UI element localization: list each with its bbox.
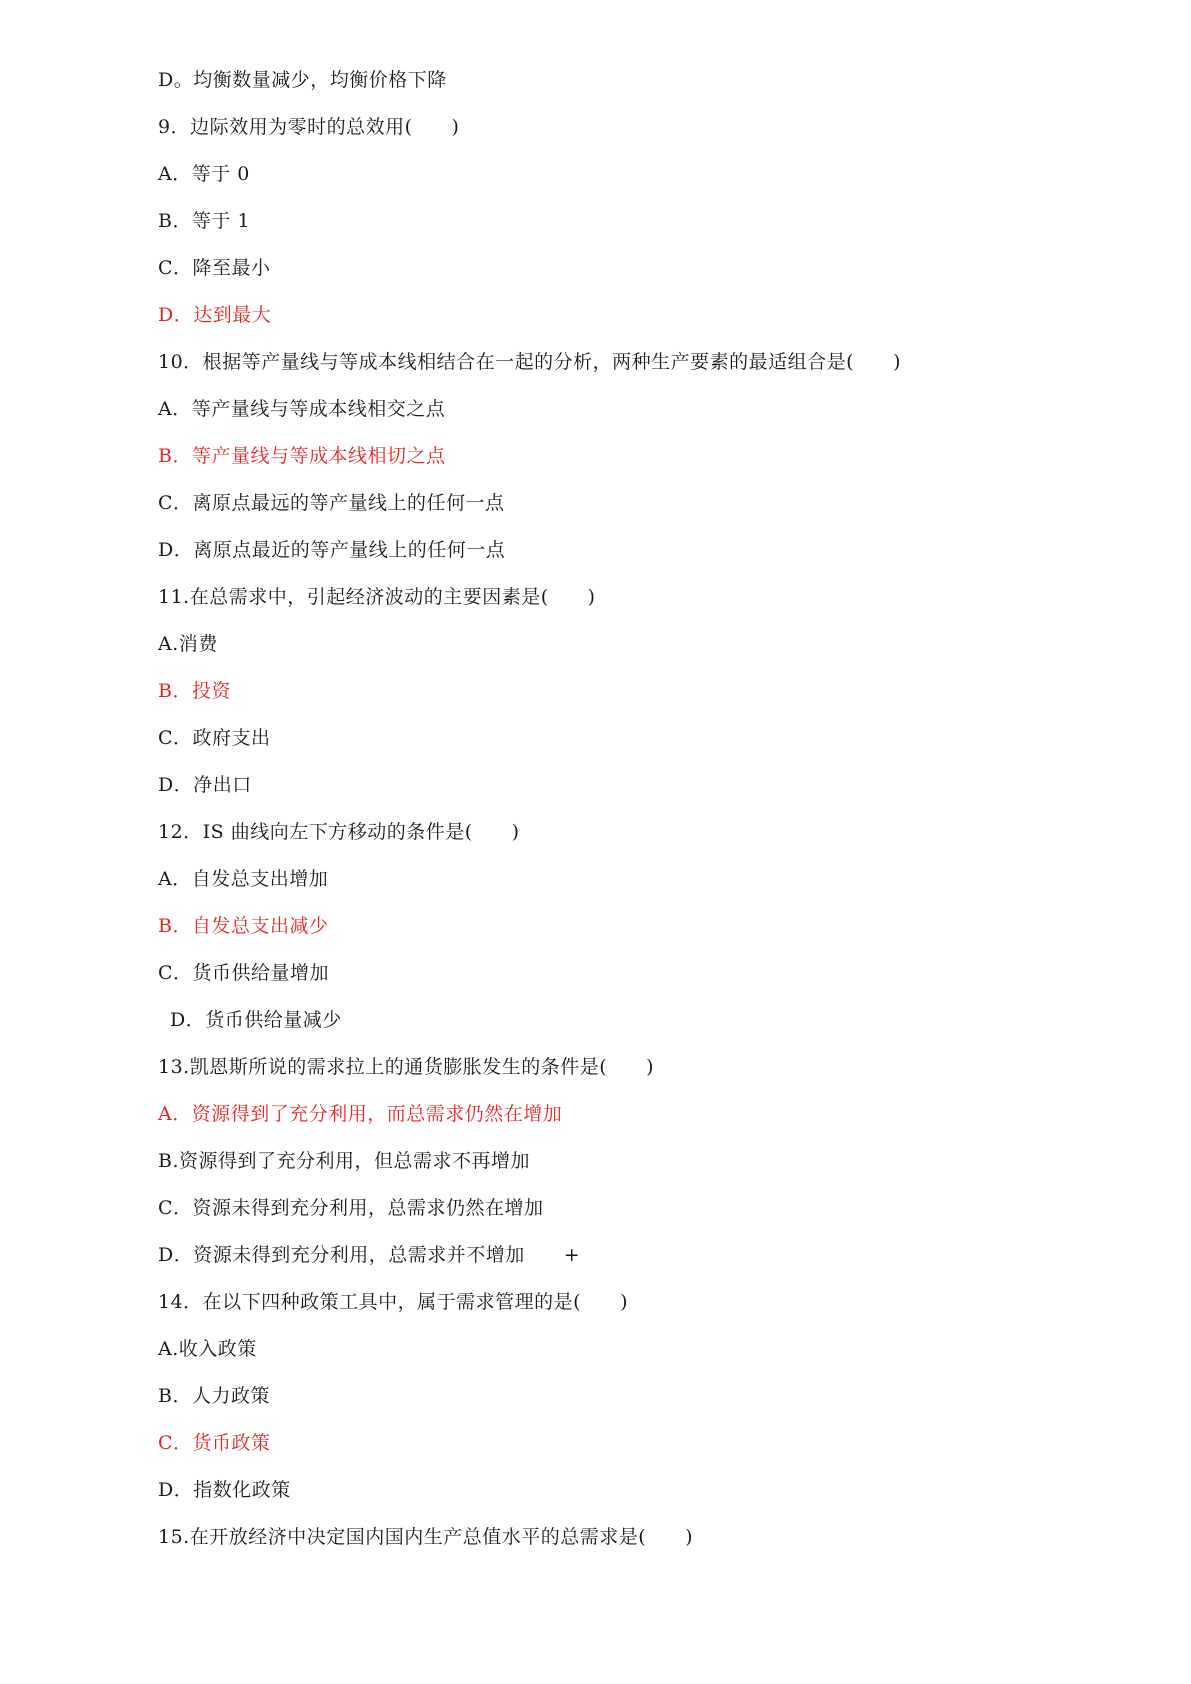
question-9-option-a: A．等于 0: [158, 163, 250, 185]
question-11-option-d: D．净出口: [158, 774, 252, 796]
question-14-option-d: D．指数化政策: [158, 1479, 291, 1501]
question-10-option-c: C．离原点最远的等产量线上的任何一点: [158, 492, 505, 514]
question-14-option-c-answer: C．货币政策: [158, 1432, 271, 1454]
question-15-stem: 15.在开放经济中决定国内国内生产总值水平的总需求是( ): [158, 1526, 694, 1548]
question-10-option-a: A．等产量线与等成本线相交之点: [158, 398, 446, 420]
question-14-stem: 14．在以下四种政策工具中，属于需求管理的是( ): [158, 1291, 629, 1313]
question-11-stem: 11.在总需求中，引起经济波动的主要因素是( ): [158, 586, 596, 608]
question-11-option-b-answer: B．投资: [158, 680, 231, 702]
question-10-option-b-answer: B．等产量线与等成本线相切之点: [158, 445, 446, 467]
question-9-stem: 9．边际效用为零时的总效用( ): [158, 116, 460, 138]
question-14-option-a: A.收入政策: [158, 1338, 257, 1360]
question-12-option-b-answer: B．自发总支出减少: [158, 915, 329, 937]
question-9-option-d-answer: D．达到最大: [158, 304, 272, 326]
question-12-option-d: D．货币供给量减少: [170, 1009, 342, 1031]
question-12-option-c: C．货币供给量增加: [158, 962, 330, 984]
question-13-stem: 13.凯恩斯所说的需求拉上的通货膨胀发生的条件是( ): [158, 1056, 655, 1078]
question-11-option-a: A.消费: [158, 633, 218, 655]
question-13-option-c: C．资源未得到充分利用，总需求仍然在增加: [158, 1197, 544, 1219]
question-12-option-a: A．自发总支出增加: [158, 868, 329, 890]
question-14-option-b: B．人力政策: [158, 1385, 270, 1407]
question-8-option-d: D。均衡数量减少，均衡价格下降: [158, 69, 447, 91]
question-12-stem: 12．IS 曲线向左下方移动的条件是( ): [158, 821, 520, 843]
question-13-option-d: D．资源未得到充分利用，总需求并不增加 +: [158, 1244, 581, 1266]
question-11-option-c: C．政府支出: [158, 727, 271, 749]
question-13-option-b: B.资源得到了充分利用，但总需求不再增加: [158, 1150, 531, 1172]
question-9-option-c: C．降至最小: [158, 257, 271, 279]
question-10-option-d: D．离原点最近的等产量线上的任何一点: [158, 539, 506, 561]
question-9-option-b: B．等于 1: [158, 210, 251, 232]
question-13-option-a-answer: A．资源得到了充分利用，而总需求仍然在增加: [158, 1103, 563, 1125]
question-10-stem: 10．根据等产量线与等成本线相结合在一起的分析，两种生产要素的最适组合是( ): [158, 351, 902, 373]
